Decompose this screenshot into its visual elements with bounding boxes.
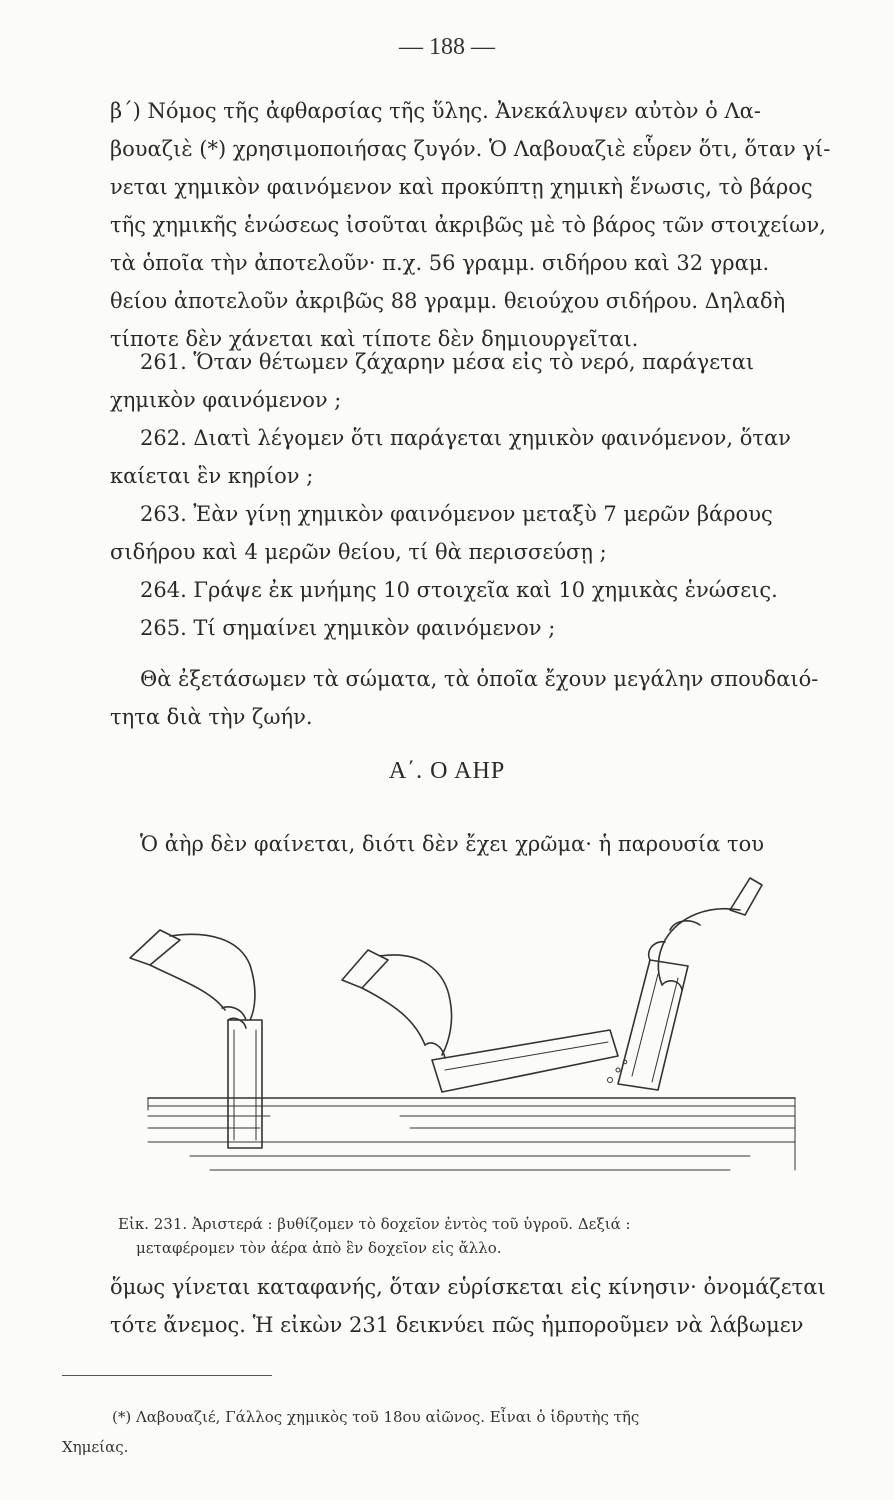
- question-263: 263. Ἐὰν γίνῃ χημικὸν φαινόμενον μεταξὺ 7 μερῶν βάρους: [140, 502, 773, 526]
- text-line: τίποτε δὲν χάνεται καὶ τίποτε δὲν δημιουργεῖται.: [110, 327, 639, 351]
- text-line: ὅμως γίνεται καταφανής, ὅταν εὑρίσκεται εἰς κίνησιν· ὀνομάζεται: [110, 1275, 826, 1299]
- water-basin: [148, 1098, 795, 1170]
- text-line: β΄) Νόμος τῆς ἀφθαρσίας τῆς ὕλης. Ἀνεκάλυψεν αὐτὸν ὁ Λα-: [110, 99, 761, 123]
- question-262-cont: καίεται ἓν κηρίον ;: [110, 464, 314, 488]
- text-line: τῆς χημικῆς ἑνώσεως ἰσοῦται ἀκριβῶς μὲ τὸ βάρος τῶν στοιχείων,: [110, 213, 826, 237]
- caption-line: Εἰκ. 231. Ἀριστερά : βυθίζομεν τὸ δοχεῖον ἐντὸς τοῦ ὑγροῦ. Δεξιά :: [118, 1215, 631, 1233]
- figure-caption: [118, 1212, 838, 1260]
- page-number: — 188 —: [399, 34, 495, 60]
- question-261: 261. Ὅταν θέτωμεν ζάχαρην μέσα εἰς τὸ νερό, παράγεται: [140, 350, 755, 374]
- figure-231-illustration: [110, 870, 830, 1210]
- text-line: τητα διὰ τὴν ζωήν.: [110, 705, 313, 729]
- paragraph-law-of-conservation: [110, 92, 830, 358]
- text-line: Θὰ ἐξετάσωμεν τὰ σώματα, τὰ ὁποῖα ἔχουν μεγάλην σπουδαιό-: [140, 667, 819, 691]
- question-263-cont: σιδήρου καὶ 4 μερῶν θείου, τί θὰ περισσεύσῃ ;: [110, 540, 607, 564]
- text-line: θείου ἀποτελοῦν ἀκριβῶς 88 γραμμ. θειούχου σιδήρου. Δηλαδὴ: [110, 289, 786, 313]
- left-hand-with-glass: [130, 930, 262, 1148]
- text-line: τὰ ὁποῖα τὴν ἀποτελοῦν· π.χ. 56 γραμμ. σιδήρου καὶ 32 γραμ.: [110, 251, 770, 275]
- air-bubbles: [608, 1060, 627, 1082]
- footnote-line: Χημείας.: [62, 1438, 129, 1456]
- footnote: [62, 1402, 832, 1462]
- question-261-cont: χημικὸν φαινόμενον ;: [110, 388, 342, 412]
- question-262: 262. Διατὶ λέγομεν ὅτι παράγεται χημικὸν φαινόμενον, ὅταν: [140, 426, 791, 450]
- after-figure-paragraph: [110, 1268, 830, 1344]
- text-line: βουαζιὲ (*) χρησιμοποιήσας ζυγόν. Ὁ Λαβουαζιὲ εὗρεν ὅτι, ὅταν γί-: [110, 137, 830, 161]
- question-265: 265. Τί σημαίνει χημικὸν φαινόμενον ;: [140, 616, 556, 640]
- question-264: 264. Γράψε ἐκ μνήμης 10 στοιχεῖα καὶ 10 χημικὰς ἑνώσεις.: [140, 578, 778, 602]
- text-line: τότε ἄνεμος. Ἡ εἰκὼν 231 δεικνύει πῶς ἠμποροῦμεν νὰ λάβωμεν: [110, 1313, 804, 1337]
- questions-list: [110, 343, 830, 647]
- air-paragraph: [110, 825, 830, 863]
- caption-line: μεταφέρομεν τὸν ἀέρα ἀπὸ ἓν δοχεῖον εἰς ἄλλο.: [136, 1239, 502, 1257]
- intro-paragraph: [110, 660, 830, 736]
- section-heading: Α΄. Ο ΑΗΡ: [388, 758, 506, 784]
- text-line: νεται χημικὸν φαινόμενον καὶ προκύπτῃ χημικὴ ἕνωσις, τὸ βάρος: [110, 175, 813, 199]
- footnote-line: (*) Λαβουαζιέ, Γάλλος χημικὸς τοῦ 18ου αἰῶνος. Εἶναι ὁ ἱδρυτὴς τῆς: [112, 1408, 640, 1426]
- footnote-divider: [62, 1375, 272, 1376]
- text-line: Ὁ ἀὴρ δὲν φαίνεται, διότι δὲν ἔχει χρῶμα· ἡ παρουσία του: [140, 832, 765, 856]
- right-hand-with-vessel: [618, 878, 762, 1090]
- middle-hand-with-glass: [342, 950, 618, 1092]
